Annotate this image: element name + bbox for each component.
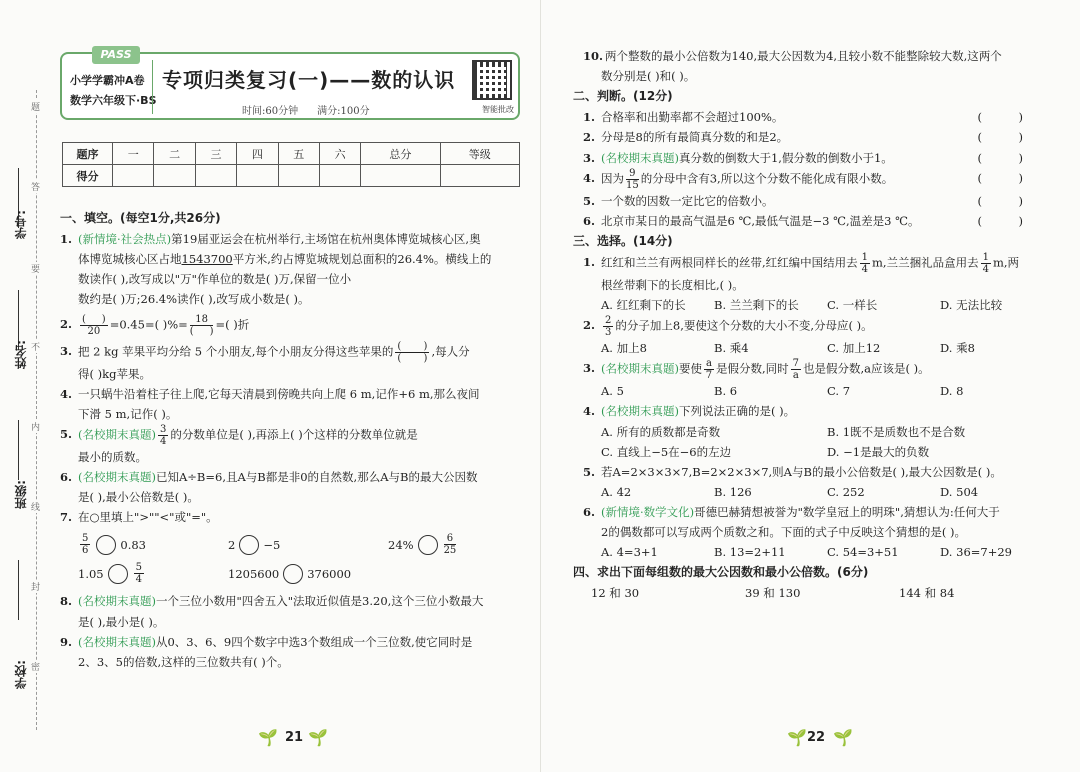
compare-item: $\frac{5}{6}$ 0.83 bbox=[82, 533, 146, 557]
seal-char: 密 bbox=[31, 660, 40, 673]
score-cell[interactable] bbox=[195, 165, 236, 187]
fraction: $\frac{( )}{20}$ bbox=[82, 313, 106, 337]
compare-circle[interactable] bbox=[418, 535, 438, 555]
page-right bbox=[540, 0, 1080, 772]
number-pair: 12 和 30 bbox=[591, 586, 640, 601]
choice-options bbox=[583, 422, 1053, 442]
section-title: 一、填空。(每空1分,共26分) bbox=[60, 211, 221, 225]
margin-label-class: 班级: bbox=[14, 480, 28, 509]
score-label: 满分:100分 bbox=[317, 106, 370, 117]
judge-item: 1. 合格率和出勤率都不会超过100%。 ( ) bbox=[583, 107, 1053, 127]
question-tag: (名校期末真题) bbox=[78, 594, 156, 609]
sprout-icon: 🌱 bbox=[308, 728, 328, 747]
grade-label: 数学六年级下·BS bbox=[70, 94, 157, 107]
question-3: 3. 把 2 kg 苹果平均分给 5 个小朋友,每个小朋友分得这些苹果的 $\frac{( )}{( )}$ ,每人分 得( )kg苹果。 bbox=[60, 340, 470, 381]
seal-char: 内 bbox=[31, 420, 40, 433]
choice-option[interactable]: B. 6 bbox=[714, 384, 738, 399]
compare-row bbox=[78, 562, 528, 585]
table-cell: 六 bbox=[319, 143, 360, 165]
judge-item: 5. 一个数的因数一定比它的倍数小。 ( ) bbox=[583, 191, 1053, 211]
compare-circle[interactable] bbox=[239, 535, 259, 555]
fraction: $\frac{18}{( )}$ bbox=[189, 313, 214, 337]
answer-paren[interactable] bbox=[977, 211, 1023, 231]
answer-paren[interactable] bbox=[977, 191, 1023, 211]
compare-circle[interactable] bbox=[283, 564, 303, 584]
choice-option[interactable]: D. 乘8 bbox=[940, 341, 975, 356]
compare-row bbox=[78, 533, 528, 556]
choice-option[interactable]: C. 直线上−5在−6的左边 bbox=[601, 444, 732, 459]
compare-circle[interactable] bbox=[108, 564, 128, 584]
question-4: 4. 一只蜗牛沿着柱子往上爬,它每天清晨到傍晚共向上爬 6 m,记作+6 m,那么夜间 下滑 5 m,记作( )。 bbox=[60, 386, 480, 421]
question-tag: (新情境·数学文化) bbox=[601, 505, 695, 519]
score-table bbox=[62, 142, 520, 187]
fraction-blank[interactable]: $\frac{( )}{( )}$ bbox=[397, 340, 428, 364]
choice-option[interactable]: D. 504 bbox=[940, 484, 979, 499]
question-5: 5. (名校期末真题) $\frac{3}{4}$ 的分数单位是( ),再添上( )个这样的分数单位就是 最小的质数。 bbox=[60, 423, 418, 464]
sprout-icon: 🌱 bbox=[258, 728, 278, 747]
sprout-icon: 🌱 bbox=[833, 728, 853, 747]
pass-logo: PASS bbox=[92, 46, 140, 64]
table-cell: 三 bbox=[195, 143, 236, 165]
section-fill-in bbox=[60, 208, 528, 672]
answer-paren[interactable] bbox=[977, 127, 1023, 147]
table-cell: 题序 bbox=[63, 143, 113, 165]
compare-circle[interactable] bbox=[96, 535, 116, 555]
answer-paren[interactable] bbox=[977, 107, 1023, 127]
seal-char: 不 bbox=[31, 340, 40, 353]
judge-item: 3. (名校期末真题)真分数的倒数大于1,假分数的倒数小于1。 ( ) bbox=[583, 148, 1053, 168]
choice-options bbox=[583, 542, 1053, 562]
score-cell[interactable] bbox=[440, 165, 519, 187]
binding-margin bbox=[0, 0, 58, 772]
question-tag: (新情境·社会热点) bbox=[78, 232, 172, 246]
seal-char: 线 bbox=[31, 500, 40, 513]
choice-option[interactable]: A. 红红剩下的长 bbox=[601, 298, 686, 312]
right-content bbox=[573, 46, 1053, 604]
compare-item: 1205600 376000 bbox=[228, 564, 351, 584]
section-title: 二、判断。(12分) bbox=[573, 89, 673, 104]
choice-question-6: 6. (新情境·数学文化)哥德巴赫猜想被誉为"数学皇冠上的明珠",猜想认为:任何大于 2的偶数都可以写成两个质数之和。下面的式子中反映这个猜想的是( )。 bbox=[583, 505, 1000, 540]
score-table-score-row bbox=[63, 165, 520, 187]
number-pair: 39 和 130 bbox=[745, 586, 801, 601]
margin-label-name: 姓名: bbox=[14, 340, 28, 369]
number-pairs bbox=[583, 583, 1053, 603]
choice-option[interactable]: C. 一样长 bbox=[827, 298, 878, 312]
choice-option[interactable]: B. 126 bbox=[714, 484, 752, 499]
choice-question-3: 3. (名校期末真题)要使 $\frac{a}{7}$ 是假分数,同时 $\frac{7}{a}$ 也是假分数,a应该是( )。 bbox=[583, 358, 930, 382]
score-cell[interactable] bbox=[113, 165, 154, 187]
question-7: 7. 在○里填上">""<"或"="。 $\frac{5}{6}$ 0.83 2 −5 24% $\frac{6}{25}$ 1.05 $\frac{5}{4}$ 1205600 376000 bbox=[60, 507, 528, 585]
choice-option[interactable]: A. 4=3+1 bbox=[601, 545, 658, 560]
seal-char: 要 bbox=[31, 262, 40, 275]
choice-option[interactable]: B. 兰兰剩下的长 bbox=[714, 298, 799, 312]
table-cell: 二 bbox=[154, 143, 195, 165]
fraction: $\frac{3}{4}$ bbox=[159, 423, 167, 447]
choice-options bbox=[583, 295, 1053, 315]
seal-char: 封 bbox=[31, 580, 40, 593]
question-tag: (名校期末真题) bbox=[78, 427, 156, 442]
choice-option[interactable]: D. 36=7+29 bbox=[940, 545, 1012, 560]
answer-paren[interactable] bbox=[977, 168, 1023, 188]
table-cell: 得分 bbox=[63, 165, 113, 187]
choice-option[interactable]: A. 所有的质数都是奇数 bbox=[601, 424, 721, 439]
choice-option[interactable]: A. 5 bbox=[601, 384, 624, 399]
page-number: 21 bbox=[285, 730, 304, 745]
choice-options bbox=[583, 482, 1053, 502]
choice-option[interactable]: D. −1是最大的负数 bbox=[827, 444, 930, 459]
choice-option[interactable]: C. 54=3+51 bbox=[827, 545, 899, 560]
page-title: 专项归类复习(一)——数的认识 bbox=[162, 68, 456, 92]
number-pair: 144 和 84 bbox=[899, 586, 955, 601]
choice-option[interactable]: C. 252 bbox=[827, 484, 865, 499]
table-cell: 一 bbox=[113, 143, 154, 165]
score-cell[interactable] bbox=[361, 165, 440, 187]
question-10: 10. 两个整数的最小公倍数为140,最大公因数为4,且较小数不能整除较大数,这两个 数分别是( )和( )。 bbox=[583, 49, 1002, 84]
choice-option[interactable]: B. 13=2+11 bbox=[714, 545, 786, 560]
choice-option[interactable]: C. 7 bbox=[827, 384, 851, 399]
question-9: 9. (名校期末真题)从0、3、6、9四个数字中选3个数组成一个三位数,使它同时是 2、3、5的倍数,这样的三位数共有( )个。 bbox=[60, 634, 473, 669]
question-tag: (名校期末真题) bbox=[601, 404, 679, 419]
table-cell: 四 bbox=[237, 143, 278, 165]
choice-options bbox=[583, 338, 1053, 358]
seal-char: 答 bbox=[31, 180, 40, 193]
score-cell[interactable] bbox=[319, 165, 360, 187]
compare-item: 24% $\frac{6}{25}$ bbox=[388, 533, 457, 557]
question-tag: (名校期末真题) bbox=[601, 361, 679, 376]
underlined-number: 1543700 bbox=[181, 252, 233, 267]
question-8: 8. (名校期末真题)一个三位小数用"四舍五入"法取近似值是3.20,这个三位小数最大 是( ),最小是( )。 bbox=[60, 594, 484, 629]
question-6: 6. (名校期末真题)已知A÷B=6,且A与B都是非0的自然数,那么A与B的最大公因数 是( ),最小公倍数是( )。 bbox=[60, 470, 478, 505]
qr-code-icon[interactable] bbox=[472, 60, 512, 100]
compare-item: 1.05 $\frac{5}{4}$ bbox=[78, 562, 142, 586]
question-tag: (名校期末真题) bbox=[78, 634, 156, 649]
time-label: 时间:60分钟 bbox=[242, 106, 299, 117]
choice-options bbox=[583, 381, 1053, 401]
choice-option[interactable]: D. 8 bbox=[940, 384, 964, 399]
choice-question-4: 4. (名校期末真题)下列说法正确的是( )。 bbox=[583, 404, 796, 419]
question-2: 2. $\frac{( )}{20}$ =0.45=( )%= $\frac{18}{( )}$ =( )折 bbox=[60, 313, 250, 337]
series-name: 小学学霸冲A卷 bbox=[70, 74, 145, 87]
judge-item: 4. 因为 $\frac{9}{15}$ 的分母中含有3,所以这个分数不能化成有限小数。 ( ) bbox=[583, 168, 1053, 191]
choice-question-1: 1. 红红和兰兰有两根同样长的丝带,红红编中国结用去 $\frac{1}{4}$ m,兰兰捆礼品盒用去 $\frac{1}{4}$ m,两 根丝带剩下的长度相比,( )。 bbox=[583, 251, 1020, 292]
score-cell[interactable] bbox=[278, 165, 319, 187]
margin-label-school: 学校: bbox=[14, 660, 28, 689]
choice-question-2: 2. $\frac{2}{3}$ 的分子加上8,要使这个分数的大小不变,分母应( )。 bbox=[583, 315, 873, 339]
header-box bbox=[60, 48, 520, 120]
choice-option[interactable]: A. 加上8 bbox=[601, 341, 647, 356]
judge-item: 2. 分母是8的所有最简真分数的和是2。 ( ) bbox=[583, 127, 1053, 147]
answer-paren[interactable] bbox=[977, 148, 1023, 168]
score-cell[interactable] bbox=[154, 165, 195, 187]
sprout-icon: 🌱 bbox=[787, 728, 807, 747]
choice-option[interactable]: D. 无法比较 bbox=[940, 298, 1003, 312]
section-title: 三、选择。(14分) bbox=[573, 233, 673, 248]
choice-options bbox=[583, 442, 1053, 462]
seal-char: 题 bbox=[31, 100, 40, 113]
table-cell: 五 bbox=[278, 143, 319, 165]
choice-question-5: 5. 若A=2×3×3×7,B=2×2×3×7,则A与B的最小公倍数是( ),最大公因数是( )。 bbox=[583, 464, 1002, 479]
choice-option[interactable]: A. 42 bbox=[601, 484, 632, 499]
choice-option[interactable]: B. 1既不是质数也不是合数 bbox=[827, 424, 966, 439]
question-tag: (名校期末真题) bbox=[78, 470, 156, 484]
section-title: 四、求出下面每组数的最大公因数和最小公倍数。(6分) bbox=[573, 565, 869, 580]
compare-item: 2 −5 bbox=[228, 535, 388, 555]
qr-label: 智能批改 bbox=[482, 105, 514, 114]
choice-option[interactable]: C. 加上12 bbox=[827, 341, 881, 356]
table-cell: 总分 bbox=[361, 143, 440, 165]
table-cell: 等级 bbox=[440, 143, 519, 165]
judge-item: 6. 北京市某日的最高气温是6 ℃,最低气温是−3 ℃,温差是3 ℃。 ( ) bbox=[583, 211, 1053, 231]
choice-option[interactable]: B. 乘4 bbox=[714, 341, 749, 356]
question-1: 1. (新情境·社会热点)第19届亚运会在杭州举行,主场馆在杭州奥体博览城核心区,奥 体博览城核心区占地1543700平方米,约占博览城规划总面积的26.4%。横线上的 数读作( ),改写成以"万"作单位的数是( )万,保留一位小 数约是( )万;26.4%读作( ),改写成小数是( )。 bbox=[60, 232, 492, 307]
margin-label-student-id: 学号: bbox=[14, 210, 28, 239]
score-cell[interactable] bbox=[237, 165, 278, 187]
score-table-header-row bbox=[63, 143, 520, 165]
page-number: 22 bbox=[807, 730, 826, 745]
time-score-info bbox=[242, 102, 370, 117]
